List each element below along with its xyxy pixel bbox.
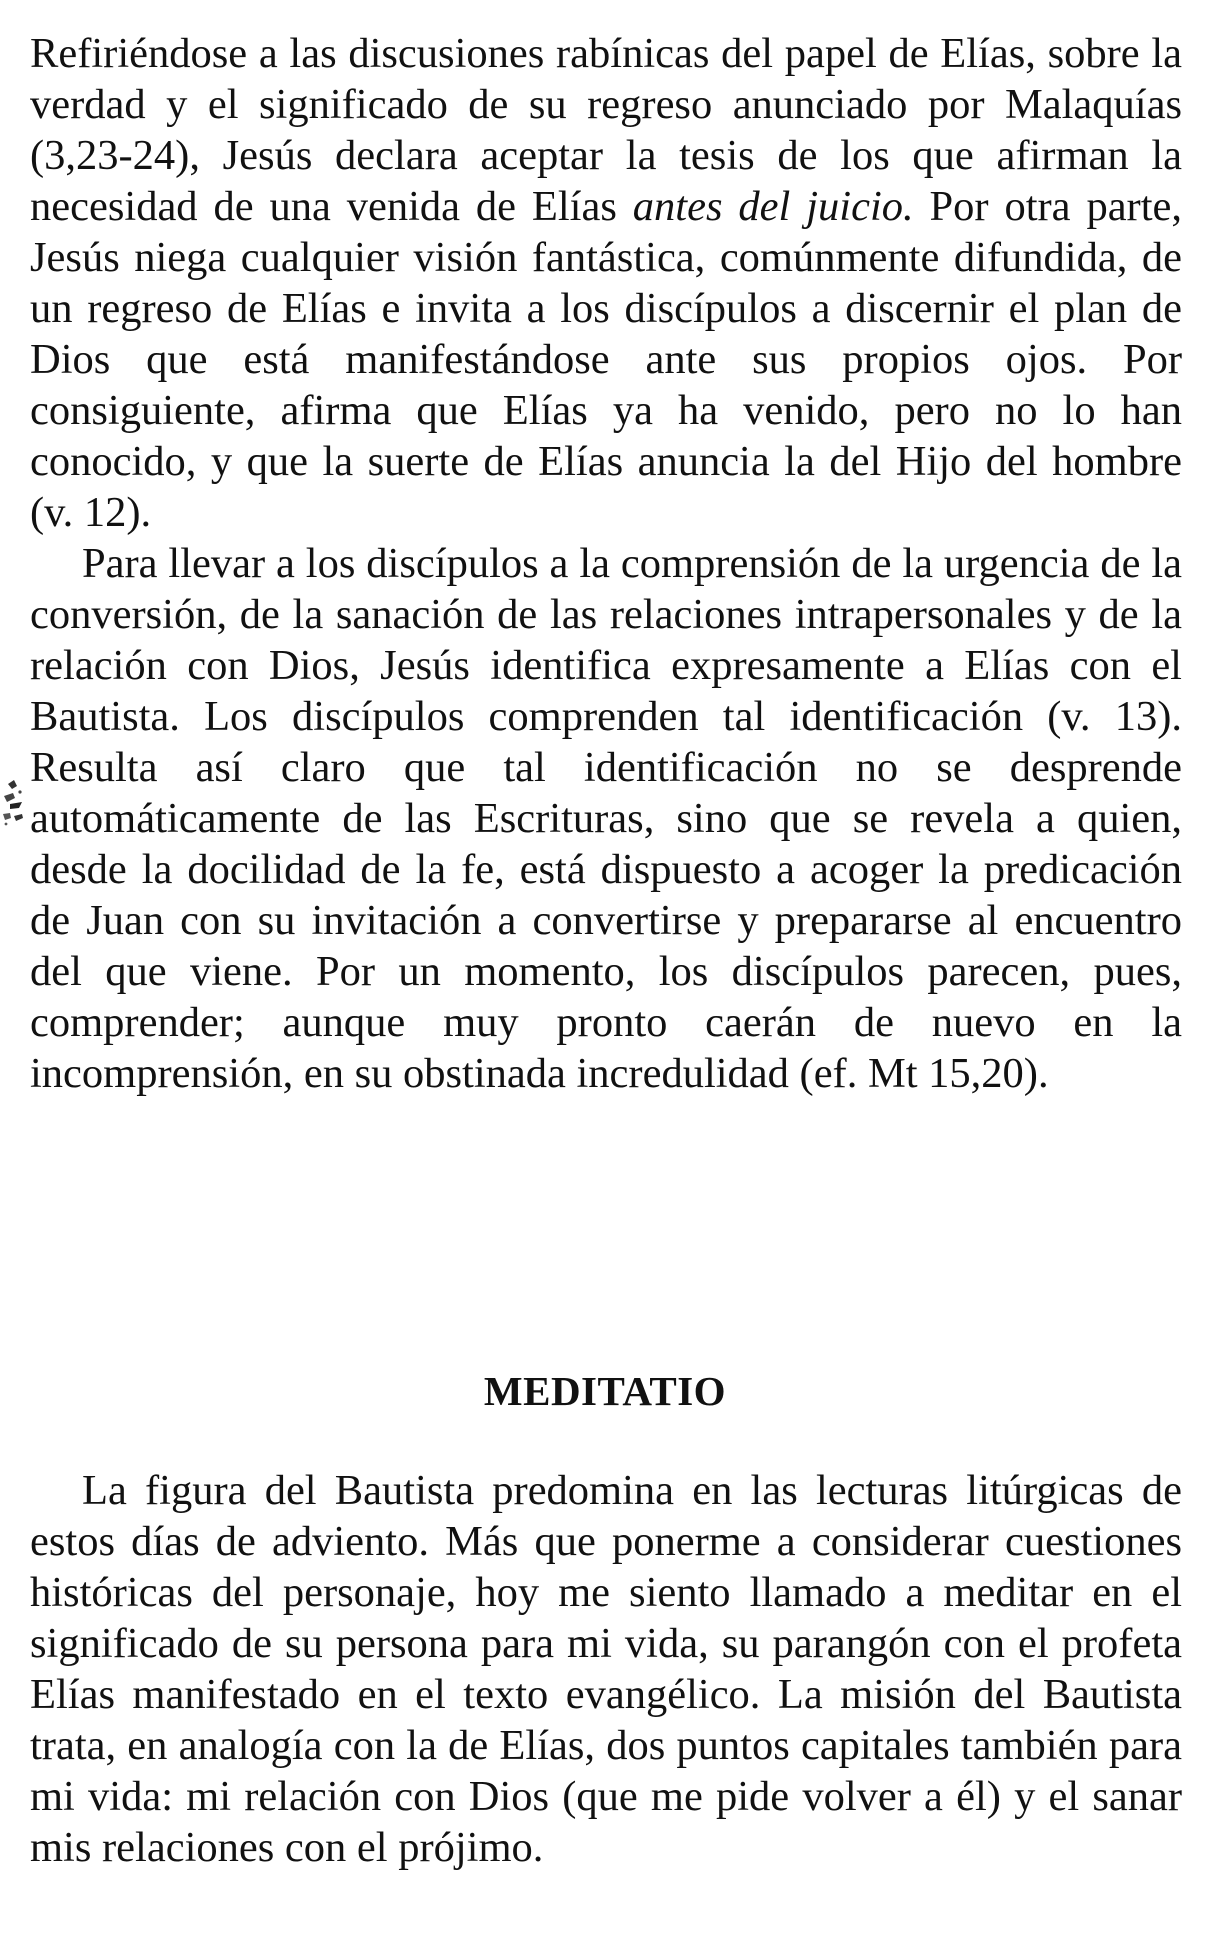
commentary-italic-phrase: antes del juicio.	[632, 183, 914, 230]
commentary-paragraph-1	[30, 28, 1182, 538]
commentary-paragraph-1-text-b: Por otra parte, Jesús niega cualquier visión fantástica, comúnmente difundida, de un regreso de Elías e invita a los discípulos a discernir el plan de Dios que está manifestándose ante sus propios ojos. Por consiguiente, afirma que Elías ya ha venido, pero no lo han conocido, y que la suerte de Elías anuncia la del Hijo del hombre (v. 12).	[30, 183, 1183, 536]
meditatio-text-block	[30, 1465, 1182, 1873]
meditatio-paragraph-1: La figura del Bautista predomina en las lecturas litúrgicas de estos días de adviento. Más que ponerme a considerar cuestiones históricas del personaje, hoy me siento llamado a meditar en el significado de su persona para mi vida, su parangón con el profeta Elías manifestado en el texto evangélico. La misión del Bautista trata, en analogía con la de Elías, dos puntos capitales también para mi vida: mi relación con Dios (que me pide volver a él) y el sanar mis relaciones con el prójimo.	[30, 1467, 1182, 1871]
commentary-text-block	[30, 28, 1182, 1099]
commentary-paragraph-1-text-a: Refiriéndose a las discusiones rabínicas del papel de Elías, sobre la verdad y el significado de su regreso anunciado por Malaquías (3,23-24), Jesús declara aceptar la tesis de los que afirman la necesidad de una venida de Elías	[30, 30, 1182, 230]
margin-ink-mark	[0, 774, 34, 834]
commentary-paragraph-2: Para llevar a los discípulos a la comprensión de la urgencia de la conversión, de la sanación de las relaciones intrapersonales y de la relación con Dios, Jesús identifica expresamente a Elías con el Bautista. Los discípulos comprenden tal identificación (v. 13). Resulta así claro que tal identificación no se desprende automáticamente de las Escrituras, sino que se revela a quien, desde la docilidad de la fe, está dispuesto a acoger la predicación de Juan con su invitación a convertirse y prepararse al encuentro del que viene. Por un momento, los discípulos parecen, pues, comprender; aunque muy pronto caerán de nuevo en la incomprensión, en su obstinada incredulidad (ef. Mt 15,20).	[30, 540, 1182, 1097]
section-heading-meditatio: MEDITATIO	[483, 1368, 727, 1414]
